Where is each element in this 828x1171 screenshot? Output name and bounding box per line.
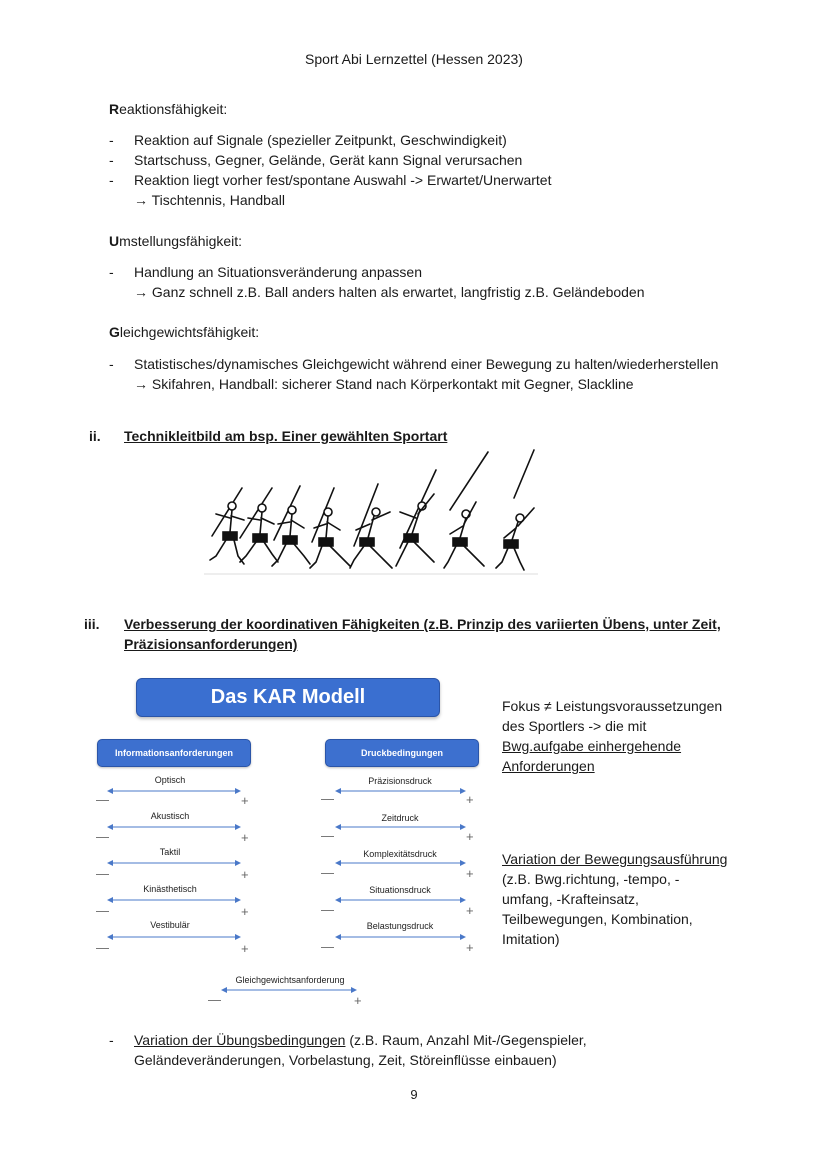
- heading-initial: U: [109, 233, 120, 249]
- heading-rest: mstellungsfähigkeit:: [119, 233, 243, 249]
- heading-rest: leichgewichtsfähigkeit:: [119, 324, 260, 340]
- bullet-dash: -: [109, 132, 114, 148]
- final-bullet-line1: [134, 1032, 587, 1048]
- kar-box-informationsanforderungen: Informationsanforderungen: [97, 739, 251, 767]
- bullet-text: Handlung an Situationsveränderung anpassen: [134, 264, 422, 280]
- side-note-2-line1: Variation der Bewegungsausführung: [502, 851, 728, 867]
- athlete-figure-5: [350, 484, 392, 568]
- page-number: 9: [410, 1087, 418, 1102]
- bullet-text: Reaktion liegt vorher fest/spontane Auswahl -> Erwartet/Unerwartet: [134, 172, 552, 188]
- kar-item-komplexitaetsdruck: Komplexitätsdruck: [363, 849, 437, 859]
- kar-item-optisch: Optisch: [154, 775, 186, 785]
- bullet-dash: -: [109, 264, 114, 280]
- side-note-2-line5: Imitation): [502, 931, 560, 947]
- javelin-technique-illustration: [204, 448, 538, 580]
- minus-sign: —: [96, 829, 109, 844]
- side-note-1-line1: Fokus ≠ Leistungsvoraussetzungen: [502, 698, 723, 714]
- plus-sign: +: [466, 792, 474, 807]
- bullet-dash: -: [109, 1032, 114, 1048]
- kar-item-vestibulaer: Vestibulär: [150, 920, 190, 930]
- kar-item-situationsdruck: Situationsdruck: [369, 885, 431, 895]
- plus-sign: +: [354, 993, 362, 1008]
- athlete-figure-2: [240, 488, 278, 562]
- bullet-dash: -: [109, 172, 114, 188]
- minus-sign: —: [96, 866, 109, 881]
- minus-sign: —: [96, 940, 109, 955]
- athlete-figure-3: [272, 486, 310, 566]
- plus-sign: +: [466, 903, 474, 918]
- heading-reaktion: [109, 101, 227, 117]
- example-line: → Skifahren, Handball: sicherer Stand nach Körperkontakt mit Gegner, Slackline: [134, 376, 634, 392]
- athlete-figure-7: [444, 452, 488, 568]
- final-bullet-rest: (z.B. Raum, Anzahl Mit-/Gegenspieler,: [345, 1032, 587, 1048]
- minus-sign: —: [208, 992, 221, 1007]
- side-note-2-line3: umfang, -Krafteinsatz,: [502, 891, 639, 907]
- kar-item-kinaesthetisch: Kinästhetisch: [143, 884, 197, 894]
- heading-umstellung: [109, 233, 242, 249]
- side-note-2-line4: Teilbewegungen, Kombination,: [502, 911, 693, 927]
- athlete-figure-6: [396, 470, 436, 566]
- plus-sign: +: [241, 904, 249, 919]
- section-title-line2: Präzisionsanforderungen): [124, 636, 298, 652]
- side-note-1-line3: Bwg.aufgabe einhergehende: [502, 738, 682, 754]
- minus-sign: —: [321, 902, 334, 917]
- bullet-dash: -: [109, 152, 114, 168]
- kar-item-gleichgewichtsanforderung: Gleichgewichtsanforderung: [235, 975, 345, 985]
- heading-initial: G: [109, 324, 120, 340]
- kar-model-title: Das KAR Modell: [136, 678, 440, 717]
- minus-sign: —: [321, 939, 334, 954]
- plus-sign: +: [466, 940, 474, 955]
- kar-box-druckbedingungen: Druckbedingungen: [325, 739, 479, 767]
- example-line: → Tischtennis, Handball: [134, 192, 285, 208]
- side-note-2-line2: (z.B. Bwg.richtung, -tempo, -: [502, 871, 680, 887]
- plus-sign: +: [241, 867, 249, 882]
- section-title-line1: Verbesserung der koordinativen Fähigkeiten (z.B. Prinzip des variierten Übens, unter Zeit,: [124, 616, 721, 632]
- side-note-1-line2: des Sportlers -> die mit: [502, 718, 647, 734]
- plus-sign: +: [241, 793, 249, 808]
- section-number: ii.: [89, 428, 101, 444]
- bullet-dash: -: [109, 356, 114, 372]
- heading-initial: R: [109, 101, 120, 117]
- athlete-figure-1: [210, 488, 244, 564]
- section-number: iii.: [84, 616, 100, 632]
- bullet-text: Reaktion auf Signale (spezieller Zeitpunkt, Geschwindigkeit): [134, 132, 507, 148]
- page-header: Sport Abi Lernzettel (Hessen 2023): [305, 51, 523, 67]
- heading-gleichgewicht: [109, 324, 259, 340]
- plus-sign: +: [241, 830, 249, 845]
- plus-sign: +: [241, 941, 249, 956]
- plus-sign: +: [466, 829, 474, 844]
- athlete-figure-8: [496, 450, 534, 570]
- final-bullet-line2: Geländeveränderungen, Vorbelastung, Zeit, Störeinflüsse einbauen): [134, 1052, 557, 1068]
- example-line: → Ganz schnell z.B. Ball anders halten als erwartet, langfristig z.B. Geländeboden: [134, 284, 645, 300]
- bullet-text: Statistisches/dynamisches Gleichgewicht während einer Bewegung zu halten/wiederherstellen: [134, 356, 719, 372]
- bullet-text: Startschuss, Gegner, Gelände, Gerät kann Signal verursachen: [134, 152, 523, 168]
- kar-item-akustisch: Akustisch: [150, 811, 190, 821]
- plus-sign: +: [466, 866, 474, 881]
- minus-sign: —: [96, 903, 109, 918]
- side-note-1-line4: Anforderungen: [502, 758, 595, 774]
- athlete-figure-4: [310, 488, 350, 568]
- minus-sign: —: [321, 865, 334, 880]
- minus-sign: —: [321, 791, 334, 806]
- heading-rest: eaktionsfähigkeit:: [119, 101, 228, 117]
- kar-item-zeitdruck: Zeitdruck: [381, 813, 419, 823]
- kar-item-taktil: Taktil: [159, 847, 181, 857]
- final-bullet-underlined: Variation der Übungsbedingungen: [134, 1032, 346, 1048]
- minus-sign: —: [96, 792, 109, 807]
- minus-sign: —: [321, 828, 334, 843]
- kar-item-praezisionsdruck: Präzisionsdruck: [368, 776, 432, 786]
- kar-item-belastungsdruck: Belastungsdruck: [366, 921, 434, 931]
- section-title: Technikleitbild am bsp. Einer gewählten Sportart: [124, 428, 448, 444]
